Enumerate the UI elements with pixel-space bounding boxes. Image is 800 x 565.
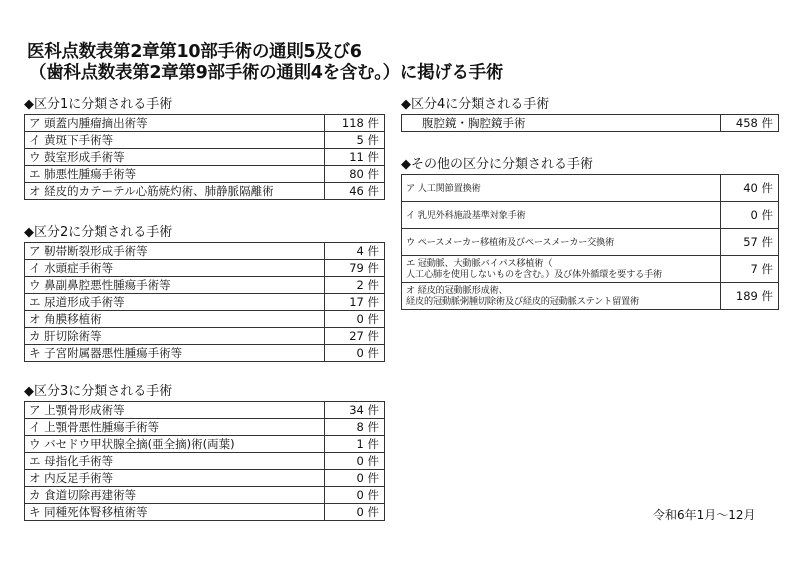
surgery-table <box>24 114 385 200</box>
surgery-count: 8 件 <box>325 419 385 436</box>
section-heading: ◆区分4に分類される手術 <box>401 97 550 112</box>
surgery-count: 2 件 <box>325 277 385 294</box>
surgery-count: 7 件 <box>721 256 779 283</box>
surgery-count: 27 件 <box>325 328 385 345</box>
surgery-name: イ 水頭症手術等 <box>25 260 325 277</box>
section-heading: ◆区分2に分類される手術 <box>24 225 173 240</box>
surgery-count: 80 件 <box>325 166 385 183</box>
surgery-name: エ 母指化手術等 <box>25 453 325 470</box>
section-kubun-1 <box>24 97 385 200</box>
surgery-count: 458 件 <box>721 115 779 132</box>
table-row <box>25 487 385 504</box>
surgery-count: 0 件 <box>325 487 385 504</box>
surgery-name: 腹腔鏡・胸腔鏡手術 <box>402 115 721 132</box>
surgery-name-line-1: オ 経皮的冠動脈形成術、 <box>406 285 508 296</box>
surgery-name: ウ ペースメーカー移植術及びペースメーカー交換術 <box>402 229 721 256</box>
surgery-name <box>402 283 721 310</box>
table-row <box>25 260 385 277</box>
surgery-name-line-1: エ 冠動脈、大動脈バイパス移植術（ <box>406 258 553 269</box>
table-row <box>25 277 385 294</box>
surgery-name: オ 内反足手術等 <box>25 470 325 487</box>
surgery-name: オ 経皮的カテーテル心筋焼灼術、肺静脈隔離術 <box>25 183 325 200</box>
table-row <box>25 311 385 328</box>
surgery-count: 0 件 <box>325 345 385 362</box>
surgery-count: 0 件 <box>325 453 385 470</box>
surgery-name: ウ 鼓室形成手術等 <box>25 149 325 166</box>
surgery-count: 118 件 <box>325 115 385 132</box>
surgery-count: 0 件 <box>721 202 779 229</box>
surgery-name: カ 肝切除術等 <box>25 328 325 345</box>
table-row <box>402 202 779 229</box>
page-title <box>27 42 503 84</box>
surgery-name: エ 肺悪性腫瘍手術等 <box>25 166 325 183</box>
surgery-name: ア 靭帯断裂形成手術等 <box>25 243 325 260</box>
title-line-1: 医科点数表第2章第10部手術の通則5及び6 <box>27 42 362 62</box>
surgery-count: 189 件 <box>721 283 779 310</box>
surgery-name: キ 子宮附属器悪性腫瘍手術等 <box>25 345 325 362</box>
table-row <box>25 470 385 487</box>
table-row <box>402 115 779 132</box>
surgery-name-line-2: 経皮的冠動脈粥腫切除術及び経皮的冠動脈ステント留置術 <box>406 296 640 307</box>
table-row <box>25 328 385 345</box>
surgery-table <box>24 401 385 521</box>
surgery-name: イ 黄斑下手術等 <box>25 132 325 149</box>
table-row <box>25 166 385 183</box>
table-row <box>25 419 385 436</box>
surgery-name: ア 人工関節置換術 <box>402 175 721 202</box>
surgery-name: ア 頭蓋内腫瘤摘出術等 <box>25 115 325 132</box>
table-row <box>25 294 385 311</box>
surgery-table <box>401 114 779 132</box>
surgery-count: 40 件 <box>721 175 779 202</box>
surgery-table <box>401 174 779 310</box>
section-other <box>401 157 779 310</box>
reporting-period: 令和6年1月～12月 <box>653 508 756 522</box>
table-row <box>25 132 385 149</box>
surgery-count: 5 件 <box>325 132 385 149</box>
table-row <box>25 183 385 200</box>
table-row <box>402 256 779 283</box>
table-row <box>402 283 779 310</box>
surgery-count: 0 件 <box>325 470 385 487</box>
surgery-count: 34 件 <box>325 402 385 419</box>
surgery-name <box>402 256 721 283</box>
surgery-count: 57 件 <box>721 229 779 256</box>
surgery-count: 46 件 <box>325 183 385 200</box>
surgery-count: 0 件 <box>325 504 385 521</box>
table-row <box>25 149 385 166</box>
surgery-name: ア 上顎骨形成術等 <box>25 402 325 419</box>
title-line-2: （歯科点数表第2章第9部手術の通則4を含む。）に掲げる手術 <box>29 63 504 83</box>
section-kubun-4 <box>401 97 779 132</box>
table-row <box>25 402 385 419</box>
table-row <box>402 175 779 202</box>
surgery-table <box>24 242 385 362</box>
surgery-name: エ 尿道形成手術等 <box>25 294 325 311</box>
surgery-name: キ 同種死体腎移植術等 <box>25 504 325 521</box>
surgery-name: ウ 鼻副鼻腔悪性腫瘍手術等 <box>25 277 325 294</box>
surgery-count: 17 件 <box>325 294 385 311</box>
surgery-count: 1 件 <box>325 436 385 453</box>
table-row <box>25 453 385 470</box>
surgery-name: オ 角膜移植術 <box>25 311 325 328</box>
surgery-count: 4 件 <box>325 243 385 260</box>
table-row <box>25 345 385 362</box>
section-heading: ◆区分3に分類される手術 <box>24 384 173 399</box>
surgery-name-line-2: 人工心肺を使用しないものを含む。）及び体外循環を要する手術 <box>406 269 663 280</box>
table-row <box>402 229 779 256</box>
surgery-count: 79 件 <box>325 260 385 277</box>
section-kubun-2 <box>24 225 385 362</box>
surgery-name: イ 乳児外科施設基準対象手術 <box>402 202 721 229</box>
surgery-name: カ 食道切除再建術等 <box>25 487 325 504</box>
section-heading: ◆その他の区分に分類される手術 <box>401 157 593 172</box>
table-row <box>25 436 385 453</box>
table-row <box>25 115 385 132</box>
section-kubun-3 <box>24 384 385 521</box>
surgery-count: 0 件 <box>325 311 385 328</box>
section-heading: ◆区分1に分類される手術 <box>24 97 173 112</box>
table-row <box>25 243 385 260</box>
surgery-count: 11 件 <box>325 149 385 166</box>
table-row <box>25 504 385 521</box>
surgery-name: ウ バセドウ甲状腺全摘(亜全摘)術(両葉) <box>25 436 325 453</box>
surgery-name: イ 上顎骨悪性腫瘍手術等 <box>25 419 325 436</box>
